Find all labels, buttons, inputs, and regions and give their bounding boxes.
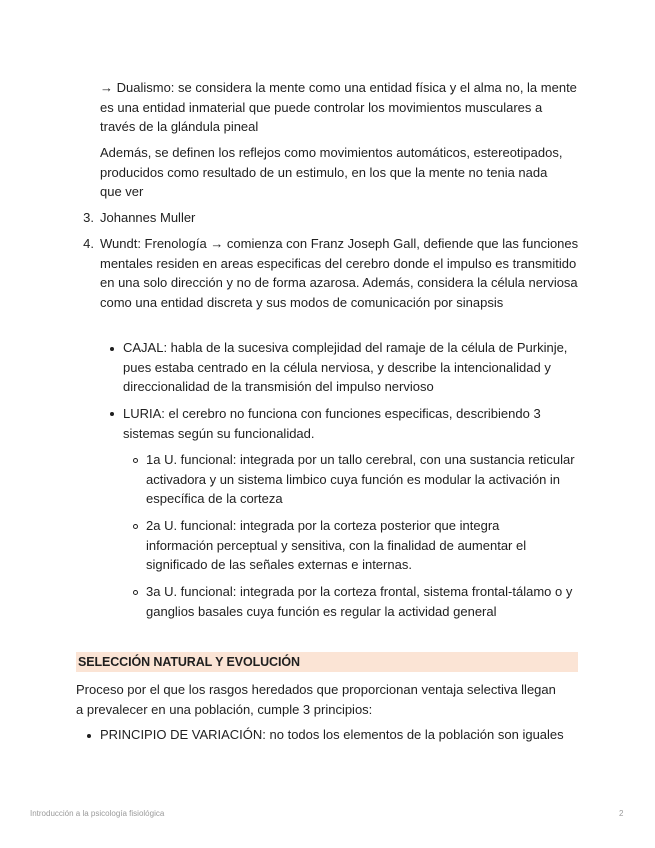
principle-variation: PRINCIPIO DE VARIACIÓN: no todos los elementos de la población son iguales	[100, 727, 564, 742]
unit1-item: 1a U. funcional: integrada por un tallo cerebral, con una sustancia reticular activadora y un sistema limbico cuya función es modular la activación in específica de la corteza	[146, 452, 575, 506]
dualism-paragraph: → Dualismo: se considera la mente como una entidad física y el alma no, la mente es una entidad inmaterial que puede controlar los movimientos musculares a través de la glándula pineal	[100, 80, 577, 134]
unit2-item: 2a U. funcional: integrada por la corteza posterior que integra información perceptual y sensitiva, con la finalidad de aumentar el significado de las señales externas e internas.	[146, 518, 527, 572]
section-heading: SELECCIÓN NATURAL Y EVOLUCIÓN	[78, 655, 300, 669]
list-item-3: Johannes Muller	[100, 210, 196, 225]
unit3-item: 3a U. funcional: integrada por la corteza frontal, sistema frontal-tálamo o y ganglios basales cuya función es regular la actividad general	[146, 584, 573, 619]
footer-page-number: 2	[619, 809, 624, 818]
list-number-4: 4.	[83, 236, 94, 251]
circle-bullet-unit1	[133, 458, 138, 463]
bullet-principle1	[87, 734, 91, 738]
circle-bullet-unit2	[133, 524, 138, 529]
bullet-luria	[110, 412, 114, 416]
list-item-4: Wundt: Frenología → comienza con Franz Joseph Gall, defiende que las funciones mentales residen en areas especificas del cerebro donde el impulso es transmitido en una solo dirección y no de forma azarosa. Además, considera la célula nerviosa como una entidad discreta y sus modos de comunicación por sinapsis	[100, 236, 579, 310]
list-number-3: 3.	[83, 210, 94, 225]
section-intro: Proceso por el que los rasgos heredados que proporcionan ventaja selectiva llegan a prevalecer en una población, cumple 3 principios:	[76, 682, 556, 717]
luria-item: LURIA: el cerebro no funciona con funciones especificas, describiendo 3 sistemas según su funcionalidad.	[123, 406, 541, 441]
cajal-item: CAJAL: habla de la sucesiva complejidad del ramaje de la célula de Purkinje, pues estaba centrado en la célula nerviosa, y describe la intencionalidad y direccionalidad de la transmisión del impulso nervioso	[123, 340, 568, 394]
reflexes-paragraph: Además, se definen los reflejos como movimientos automáticos, estereotipados, producidos como resultado de un estimulo, en los que la mente no tenia nada que ver	[100, 145, 563, 199]
bullet-cajal	[110, 347, 114, 351]
circle-bullet-unit3	[133, 590, 138, 595]
footer-title: Introducción a la psicología fisiológica	[30, 809, 165, 818]
